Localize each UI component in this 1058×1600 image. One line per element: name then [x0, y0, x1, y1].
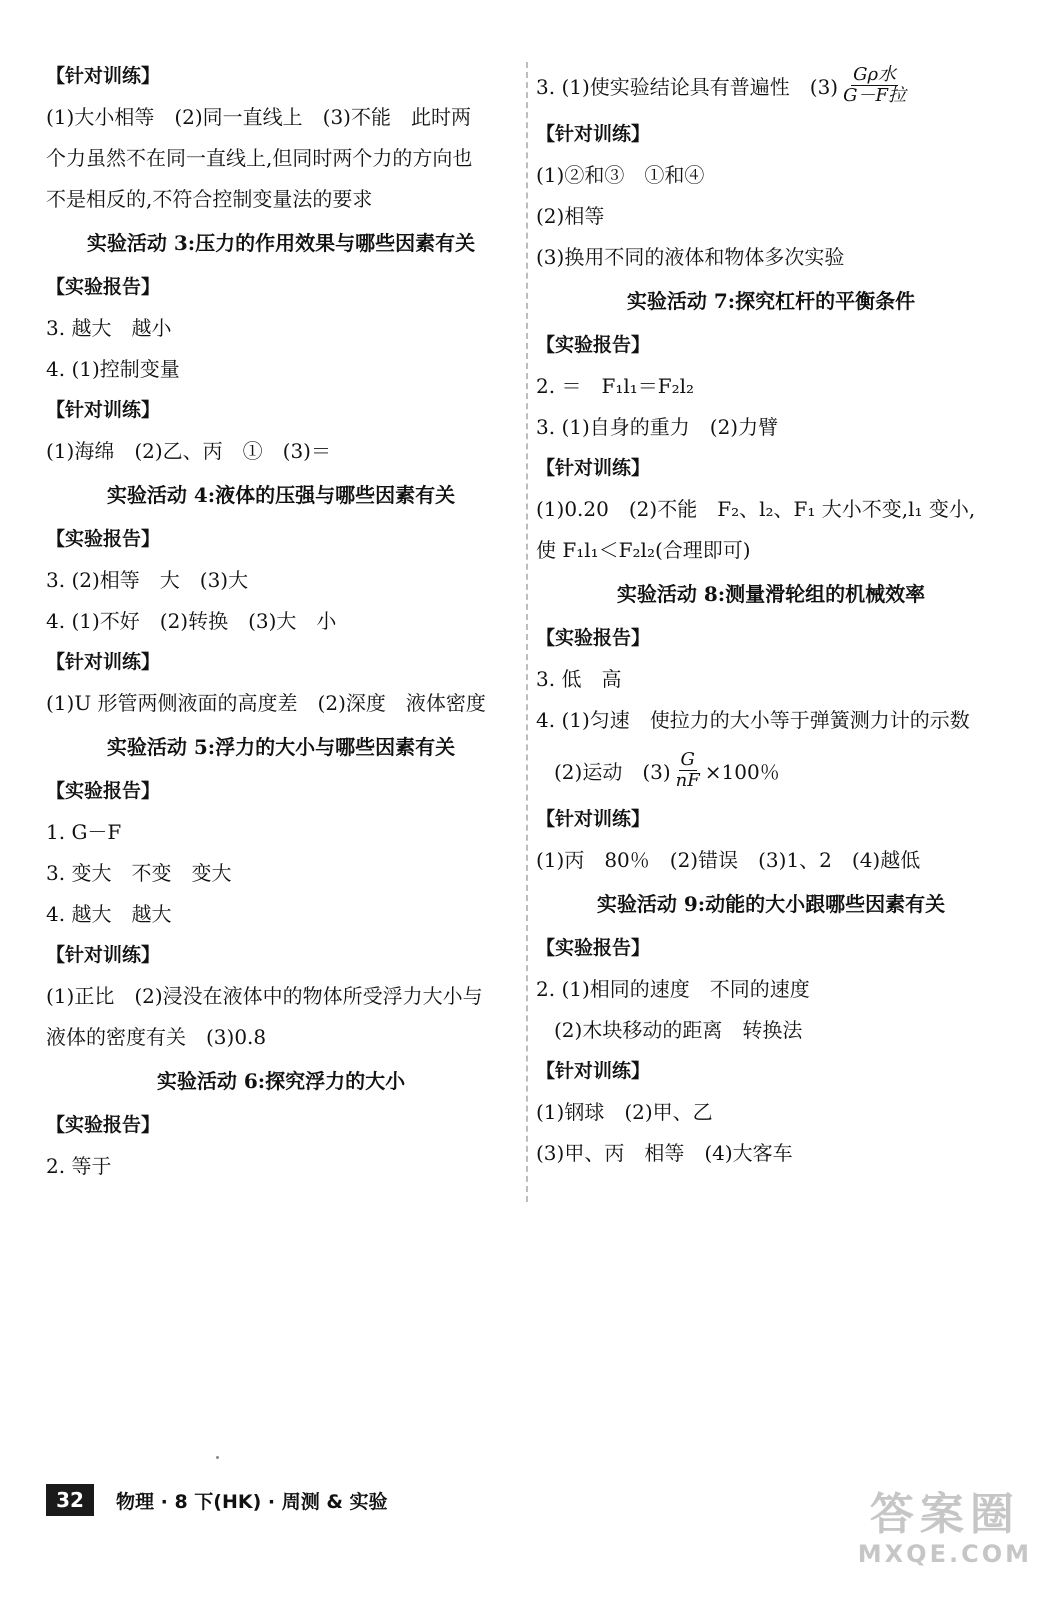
- watermark: [858, 1490, 1032, 1568]
- activity-heading: 实验活动 8:测量滑轮组的机械效率: [616, 582, 926, 606]
- section-tag: 【实验报告】: [46, 276, 161, 298]
- answer-line: 3. 变大 不变 变大: [46, 861, 232, 885]
- decorative-dot: [216, 1456, 219, 1459]
- section-tag: 【实验报告】: [536, 627, 651, 649]
- section-tag: 【实验报告】: [536, 334, 651, 356]
- answer-line: (1)②和③ ①和④: [536, 163, 705, 187]
- answer-line: (1)U 形管两侧液面的高度差 (2)深度 液体密度: [46, 691, 486, 715]
- answer-line: 4. (1)控制变量: [46, 357, 180, 381]
- fraction-denominator: nF: [675, 769, 700, 791]
- activity-heading: 实验活动 5:浮力的大小与哪些因素有关: [106, 735, 456, 759]
- answer-line-fraction: [536, 56, 1006, 114]
- answer-line: 使 F₁l₁＜F₂l₂(合理即可): [536, 538, 751, 562]
- answer-line: (3)换用不同的液体和物体多次实验: [536, 245, 845, 269]
- section-tag: 【针对训练】: [536, 808, 651, 830]
- answer-line: 2. 等于: [46, 1154, 112, 1178]
- section-tag: 【实验报告】: [536, 937, 651, 959]
- book-title: 物理 · 8 下(HK) · 周测 & 实验: [116, 1490, 388, 1513]
- section-tag: 【针对训练】: [536, 457, 651, 479]
- column-divider: [526, 62, 528, 1202]
- answer-line: 1. G－F: [46, 820, 122, 844]
- section-tag: 【针对训练】: [46, 651, 161, 673]
- activity-heading: 实验活动 9:动能的大小跟哪些因素有关: [596, 892, 946, 916]
- fraction-denominator: G－F拉: [843, 84, 906, 106]
- answer-line: (1)0.20 (2)不能 F₂、l₂、F₁ 大小不变,l₁ 变小,: [536, 497, 976, 521]
- section-tag: 【针对训练】: [536, 1060, 651, 1082]
- answer-line: 不是相反的,不符合控制变量法的要求: [46, 187, 373, 211]
- answer-line: (2)木块移动的距离 转换法: [554, 1018, 803, 1042]
- answer-line: (3)甲、丙 相等 (4)大客车: [536, 1141, 793, 1165]
- fraction: [674, 750, 702, 791]
- page-footer: [46, 1484, 388, 1516]
- page-number: 32: [46, 1484, 94, 1516]
- answer-line: 3. (1)自身的重力 (2)力臂: [536, 415, 779, 439]
- section-tag: 【实验报告】: [46, 780, 161, 802]
- answer-line: 3. 越大 越小: [46, 316, 172, 340]
- answer-line: (1)海绵 (2)乙、丙 ① (3)＝: [46, 439, 331, 463]
- answer-text: ×100％: [704, 759, 780, 784]
- answer-line: 4. (1)匀速 使拉力的大小等于弹簧测力计的示数: [536, 708, 970, 732]
- right-column: [536, 56, 1006, 1174]
- activity-heading: 实验活动 6:探究浮力的大小: [156, 1069, 406, 1093]
- fraction: [841, 65, 908, 106]
- left-column: [46, 56, 516, 1187]
- answer-line: (1)钢球 (2)甲、乙: [536, 1100, 713, 1124]
- answer-line: 3. 低 高: [536, 667, 622, 691]
- answer-text: 3. (1)使实验结论具有普遍性 (3): [536, 74, 839, 99]
- answer-line: 液体的密度有关 (3)0.8: [46, 1025, 267, 1049]
- answer-line: 2. (1)相同的速度 不同的速度: [536, 977, 810, 1001]
- watermark-url: MXQE.COM: [857, 1540, 1032, 1568]
- section-tag: 【针对训练】: [46, 399, 161, 421]
- answer-line: (1)正比 (2)浸没在液体中的物体所受浮力大小与: [46, 984, 483, 1008]
- answer-line: (1)丙 80％ (2)错误 (3)1、2 (4)越低: [536, 848, 921, 872]
- answer-line: 4. 越大 越大: [46, 902, 172, 926]
- fraction-numerator: G: [680, 748, 695, 770]
- fraction-numerator: Gρ水: [853, 63, 897, 85]
- section-tag: 【实验报告】: [46, 528, 161, 550]
- section-tag: 【针对训练】: [46, 944, 161, 966]
- activity-heading: 实验活动 3:压力的作用效果与哪些因素有关: [86, 231, 476, 255]
- activity-heading: 实验活动 7:探究杠杆的平衡条件: [626, 289, 916, 313]
- section-tag: 【针对训练】: [536, 123, 651, 145]
- watermark-logo: 答案圈: [869, 1489, 1020, 1540]
- section-tag: 【实验报告】: [46, 1114, 161, 1136]
- answer-line: 个力虽然不在同一直线上,但同时两个力的方向也: [46, 146, 473, 170]
- activity-heading: 实验活动 4:液体的压强与哪些因素有关: [106, 483, 456, 507]
- answer-text: (2)运动 (3): [554, 759, 671, 784]
- answer-line: 3. (2)相等 大 (3)大: [46, 568, 249, 592]
- answer-line: 4. (1)不好 (2)转换 (3)大 小: [46, 609, 337, 633]
- answer-line: 2. ＝ F₁l₁＝F₂l₂: [536, 374, 695, 398]
- answer-line: (2)相等: [536, 204, 605, 228]
- answer-line-fraction: [536, 741, 1006, 799]
- section-tag: 【针对训练】: [46, 65, 161, 87]
- answer-line: (1)大小相等 (2)同一直线上 (3)不能 此时两: [46, 105, 471, 129]
